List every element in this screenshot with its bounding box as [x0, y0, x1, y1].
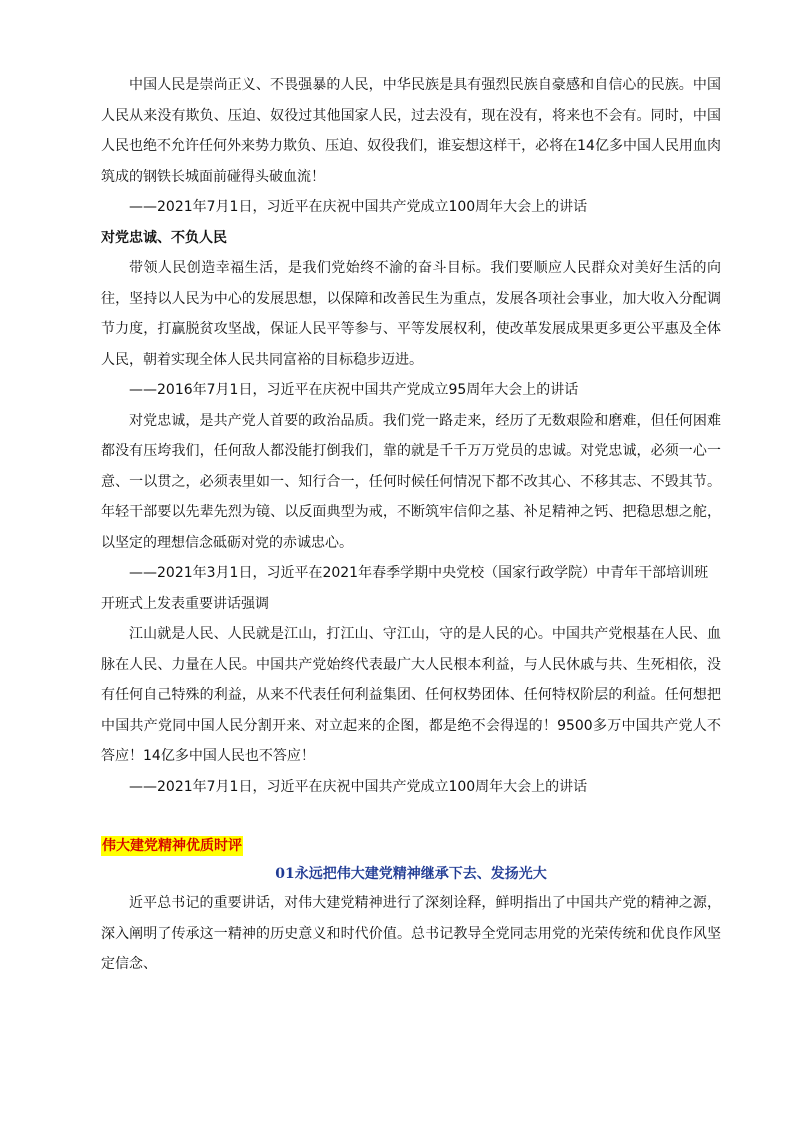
spacer: [101, 802, 721, 832]
article-intro-paragraph: 近平总书记的重要讲话，对伟大建党精神进行了深刻诠释，鲜明指出了中国共产党的精神之源，深入阐明了传承这一精神的历史意义和时代价值。总书记教导全党同志用党的光荣传统和优良作风坚定信念、: [101, 895, 721, 972]
highlighted-section-label: 伟大建党精神优质时评: [102, 838, 242, 854]
commentary-section: [101, 832, 721, 980]
quote-paragraph: 江山就是人民、人民就是江山，打江山、守江山，守的是人民的心。中国共产党根基在人民、血脉在人民、力量在人民。中国共产党始终代表最广大人民根本利益，与人民休戚与共、生死相依，没有任何自己特殊的利益，从来不代表任何利益集团、任何权势团体、任何特权阶层的利益。任何想把中国共产党同中国人民分割开来、对立起来的企图，都是绝不会得逞的！9500多万中国共产党人不答应！14亿多中国人民也不答应！: [101, 626, 721, 764]
article-title: 01永远把伟大建党精神继承下去、发扬光大: [275, 866, 547, 882]
quote-paragraph: 中国人民是崇尚正义、不畏强暴的人民，中华民族是具有强烈民族自豪感和自信心的民族。中国人民从来没有欺负、压迫、奴役过其他国家人民，过去没有，现在没有，将来也不会有。同时，中国人民也绝不允许任何外来势力欺负、压迫、奴役我们，谁妄想这样干，必将在14亿多中国人民用血肉筑成的钢铁长城面前碰得头破血流！: [101, 77, 721, 185]
quote-paragraph: 对党忠诚，是共产党人首要的政治品质。我们党一路走来，经历了无数艰险和磨难，但任何困难都没有压垮我们，任何敌人都没能打倒我们，靠的就是千千万万党员的忠诚。对党忠诚，必须一心一意、一以贯之，必须表里如一、知行合一，任何时候任何情况下都不改其心、不移其志、不毁其节。年轻干部要以先辈先烈为镜、以反面典型为戒，不断筑牢信仰之基、补足精神之钙、把稳思想之舵，以坚定的理想信念砥砺对党的赤诚忠心。: [101, 412, 721, 551]
document-body: [101, 70, 721, 980]
quote-source: ——2016年7月1日，习近平在庆祝中国共产党成立95周年大会上的讲话: [129, 382, 579, 398]
section-heading: 对党忠诚、不负人民: [101, 229, 227, 246]
quote-source: ——2021年7月1日，习近平在庆祝中国共产党成立100周年大会上的讲话: [129, 778, 588, 795]
quote-source: ——2021年3月1日，习近平在2021年春季学期中央党校（国家行政学院）中青年干部培训班开班式上发表重要讲话强调: [101, 565, 709, 612]
quote-paragraph: 带领人民创造幸福生活，是我们党始终不渝的奋斗目标。我们要顺应人民群众对美好生活的向往，坚持以人民为中心的发展思想，以保障和改善民生为重点，发展各项社会事业，加大收入分配调节力度，打赢脱贫攻坚战，保证人民平等参与、平等发展权利，使改革发展成果更多更公平惠及全体人民，朝着实现全体人民共同富裕的目标稳步迈进。: [101, 260, 721, 368]
quote-source: ——2021年7月1日，习近平在庆祝中国共产党成立100周年大会上的讲话: [129, 199, 588, 215]
